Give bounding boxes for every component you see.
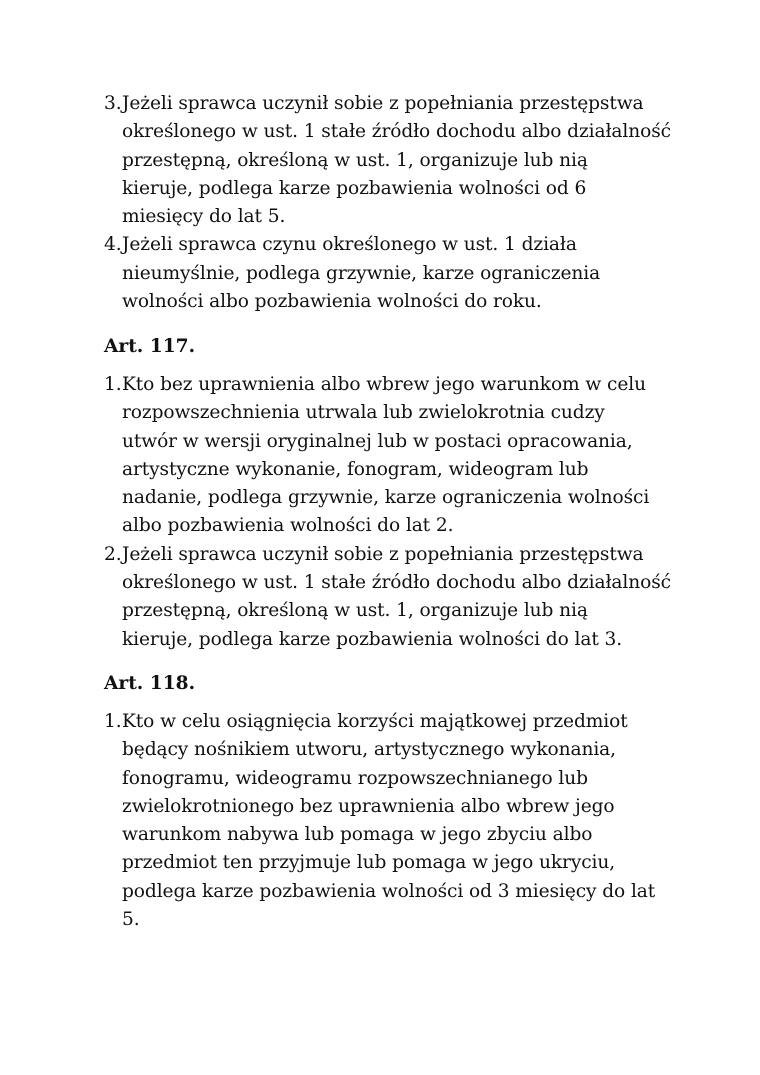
item-text: Kto w celu osiągnięcia korzyści majątkowej przedmiot będący nośnikiem utworu, artystycznego wykonania, fonogramu, wideogramu rozpowszechnianego lub zwielokrotnionego bez uprawnienia albo wbrew jego warunkom nabywa lub pomaga w jego zbyciu albo przedmiot ten przyjmuje lub pomaga w jego ukryciu, podlega karze pozbawienia wolności od 3 miesięcy do lat 5. xyxy=(122,711,656,931)
item-number: 1. xyxy=(104,374,122,395)
item-text: Jeżeli sprawca czynu określonego w ust. 1 działa nieumyślnie, podlega grzywnie, karze ograniczenia wolności albo pozbawienia wolności do roku. xyxy=(122,234,601,313)
prev-article-items xyxy=(104,90,684,316)
item-text: Jeżeli sprawca uczynił sobie z popełniania przestępstwa określonego w ust. 1 stałe źródło dochodu albo działalność przestępną, określoną w ust. 1, organizuje lub nią kieruje, podlega karze pozbawienia wolności do lat 3. xyxy=(122,543,671,650)
item-number: 1. xyxy=(104,711,122,732)
item-number: 3. xyxy=(104,93,122,114)
list-item xyxy=(104,231,684,316)
list-item xyxy=(104,90,684,231)
article-118-heading: Art. 118. xyxy=(104,673,196,694)
article-117-heading: Art. 117. xyxy=(104,336,196,357)
item-text: Kto bez uprawnienia albo wbrew jego warunkom w celu rozpowszechnienia utrwala lub zwielokrotnia cudzy utwór w wersji oryginalnej lub w postaci opracowania, artystyczne wykonanie, fonogram, wideogram lub nadanie, podlega grzywnie, karze ograniczenia wolności albo pozbawienia wolności do lat 2. xyxy=(122,374,650,537)
article-118-items xyxy=(104,708,684,934)
list-item xyxy=(104,541,684,654)
item-text: Jeżeli sprawca uczynił sobie z popełniania przestępstwa określonego w ust. 1 stałe źródło dochodu albo działalność przestępną, określoną w ust. 1, organizuje lub nią kieruje, podlega karze pozbawienia wolności od 6 miesięcy do lat 5. xyxy=(122,93,671,228)
item-number: 2. xyxy=(104,543,122,565)
article-117-items xyxy=(104,371,684,654)
list-item xyxy=(104,371,684,541)
item-number: 4. xyxy=(104,234,122,256)
list-item xyxy=(104,708,684,934)
